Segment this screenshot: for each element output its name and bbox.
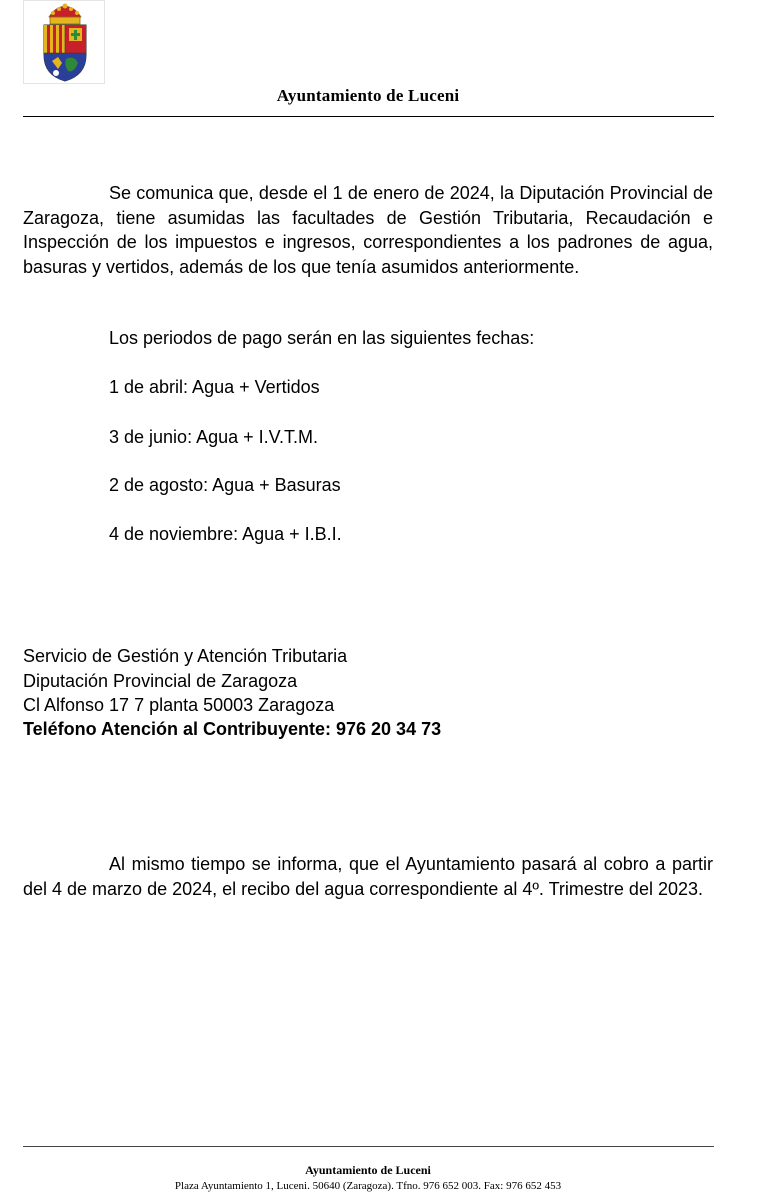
payment-period-item: 2 de agosto: Agua + Basuras xyxy=(109,475,341,495)
contact-address: Cl Alfonso 17 7 planta 50003 Zaragoza xyxy=(23,695,335,715)
header-divider xyxy=(23,116,714,117)
closing-paragraph: Al mismo tiempo se informa, que el Ayuntamiento pasará al cobro a partir del 4 de marzo de 2024, el recibo del agua correspondiente al 4º. Trimestre del 2023. xyxy=(23,854,713,899)
contact-phone: Teléfono Atención al Contribuyente: 976 20 34 73 xyxy=(23,719,442,739)
payment-periods-intro: Los periodos de pago serán en las siguientes fechas: xyxy=(109,328,535,348)
contact-service: Servicio de Gestión y Atención Tributaria xyxy=(23,646,348,666)
payment-period-item: 4 de noviembre: Agua + I.B.I. xyxy=(109,524,342,544)
footer-address: Plaza Ayuntamiento 1, Luceni. 50640 (Zaragoza). Tfno. 976 652 003. Fax: 976 652 453 xyxy=(174,1180,562,1192)
intro-paragraph: Se comunica que, desde el 1 de enero de 2024, la Diputación Provincial de Zaragoza, tiene asumidas las facultades de Gestión Tributaria, Recaudación e Inspección de los impuestos e ingresos, correspondientes a los padrones de agua, basuras y vertidos, además de los que tenía asumidos anteriormente. xyxy=(23,183,713,277)
header-title: Ayuntamiento de Luceni xyxy=(276,86,460,105)
payment-period-item: 3 de junio: Agua + I.V.T.M. xyxy=(109,427,318,447)
footer-divider xyxy=(23,1146,714,1147)
footer-title: Ayuntamiento de Luceni xyxy=(305,1163,431,1177)
payment-period-item: 1 de abril: Agua + Vertidos xyxy=(109,377,320,397)
coat-of-arms xyxy=(23,0,105,84)
coat-of-arms-icon xyxy=(38,3,92,83)
contact-entity: Diputación Provincial de Zaragoza xyxy=(23,671,298,691)
